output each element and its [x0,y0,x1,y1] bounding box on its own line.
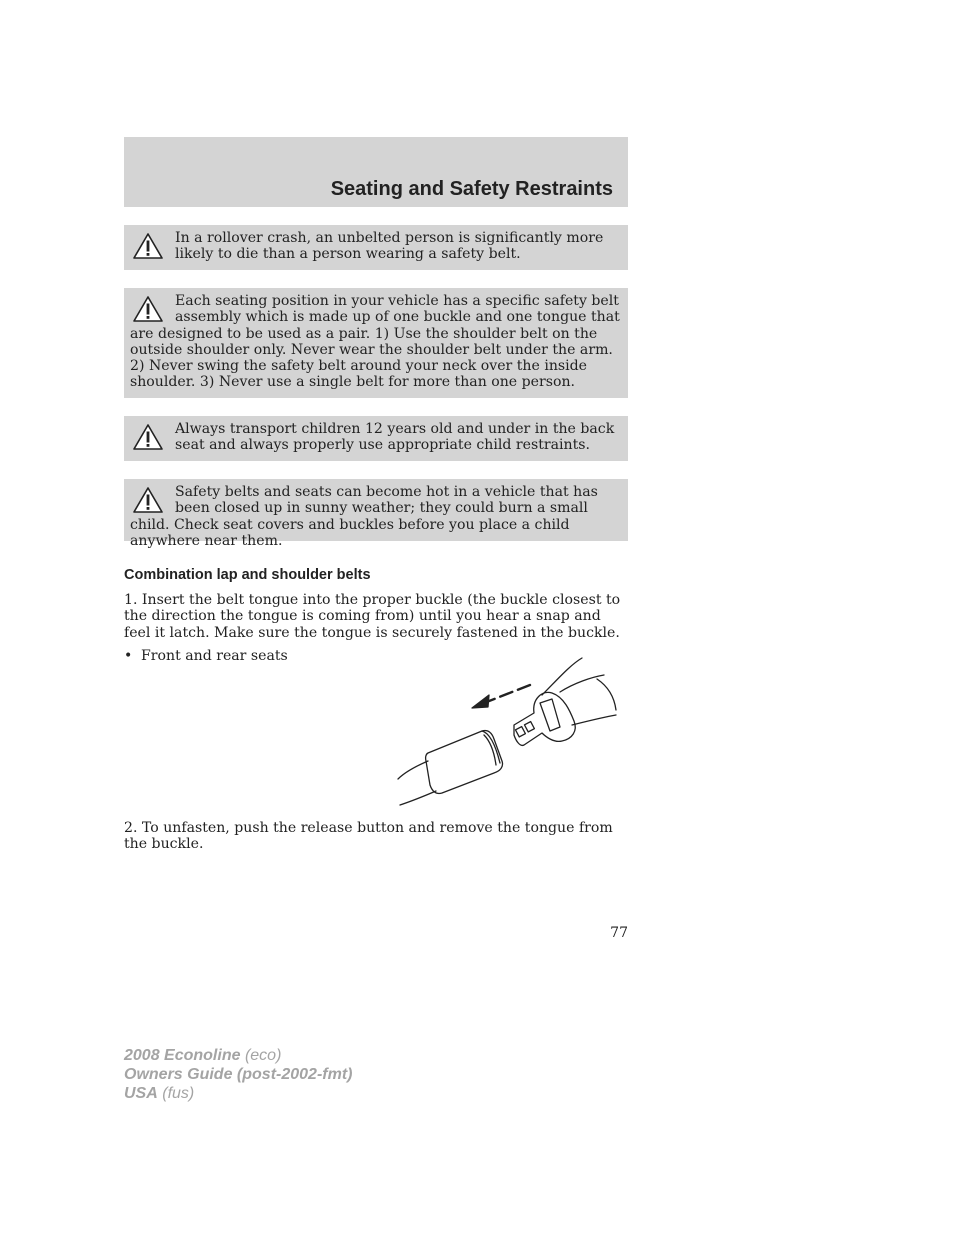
instruction-step-1: 1. Insert the belt tongue into the proper buckle (the buckle closest to the direction the tongue is coming from) until you hear a snap and feel it latch. Make sure the tongue is securely fastened in the buckle. [124,592,621,641]
warning-box-children [124,416,628,461]
footer-line-1: 2008 Econoline (eco) [124,1047,282,1064]
warning-box-rollover [124,225,628,270]
warning-triangle-icon [132,486,164,514]
warning-box-belt-assembly [124,288,628,398]
bullet-text: Front and rear seats [141,648,288,664]
instruction-step-2: 2. To unfasten, push the release button and remove the tongue from the buckle. [124,820,613,853]
page-number: 77 [610,925,628,941]
bullet-item [124,648,288,664]
warning-text: Each seating position in your vehicle has a specific safety belt assembly which is made up of one buckle and one tongue that are designed to be used as a pair. 1) Use the shoulder belt on the outside shoulder only. Never wear the shoulder belt under the arm. 2) Never swing the safety belt around your neck over the inside shoulder. 3) Never use a single belt for more than one person. [130,293,620,391]
footer-line-2: Owners Guide (post-2002-fmt) [124,1066,353,1083]
warning-triangle-icon [132,423,164,451]
page-header [124,137,628,207]
warning-triangle-icon [132,232,164,260]
page-title: Seating and Safety Restraints [330,178,613,200]
warning-text: Safety belts and seats can become hot in a vehicle that has been closed up in sunny weather; they could burn a small child. Check seat covers and buckles before you place a child anywhere near them. [130,484,598,549]
warning-box-hot-belts [124,479,628,549]
warning-triangle-icon [132,295,164,323]
section-heading: Combination lap and shoulder belts [124,567,371,583]
document-footer [124,1046,352,1103]
warning-text: Always transport children 12 years old and under in the back seat and always properly use appropriate child restraints. [175,421,615,454]
bullet-mark: • [124,648,133,664]
footer-line-3: USA (fus) [124,1085,195,1102]
seat-belt-buckle-illustration [392,655,624,814]
warning-text: In a rollover crash, an unbelted person is significantly more likely to die than a person wearing a safety belt. [175,230,604,263]
